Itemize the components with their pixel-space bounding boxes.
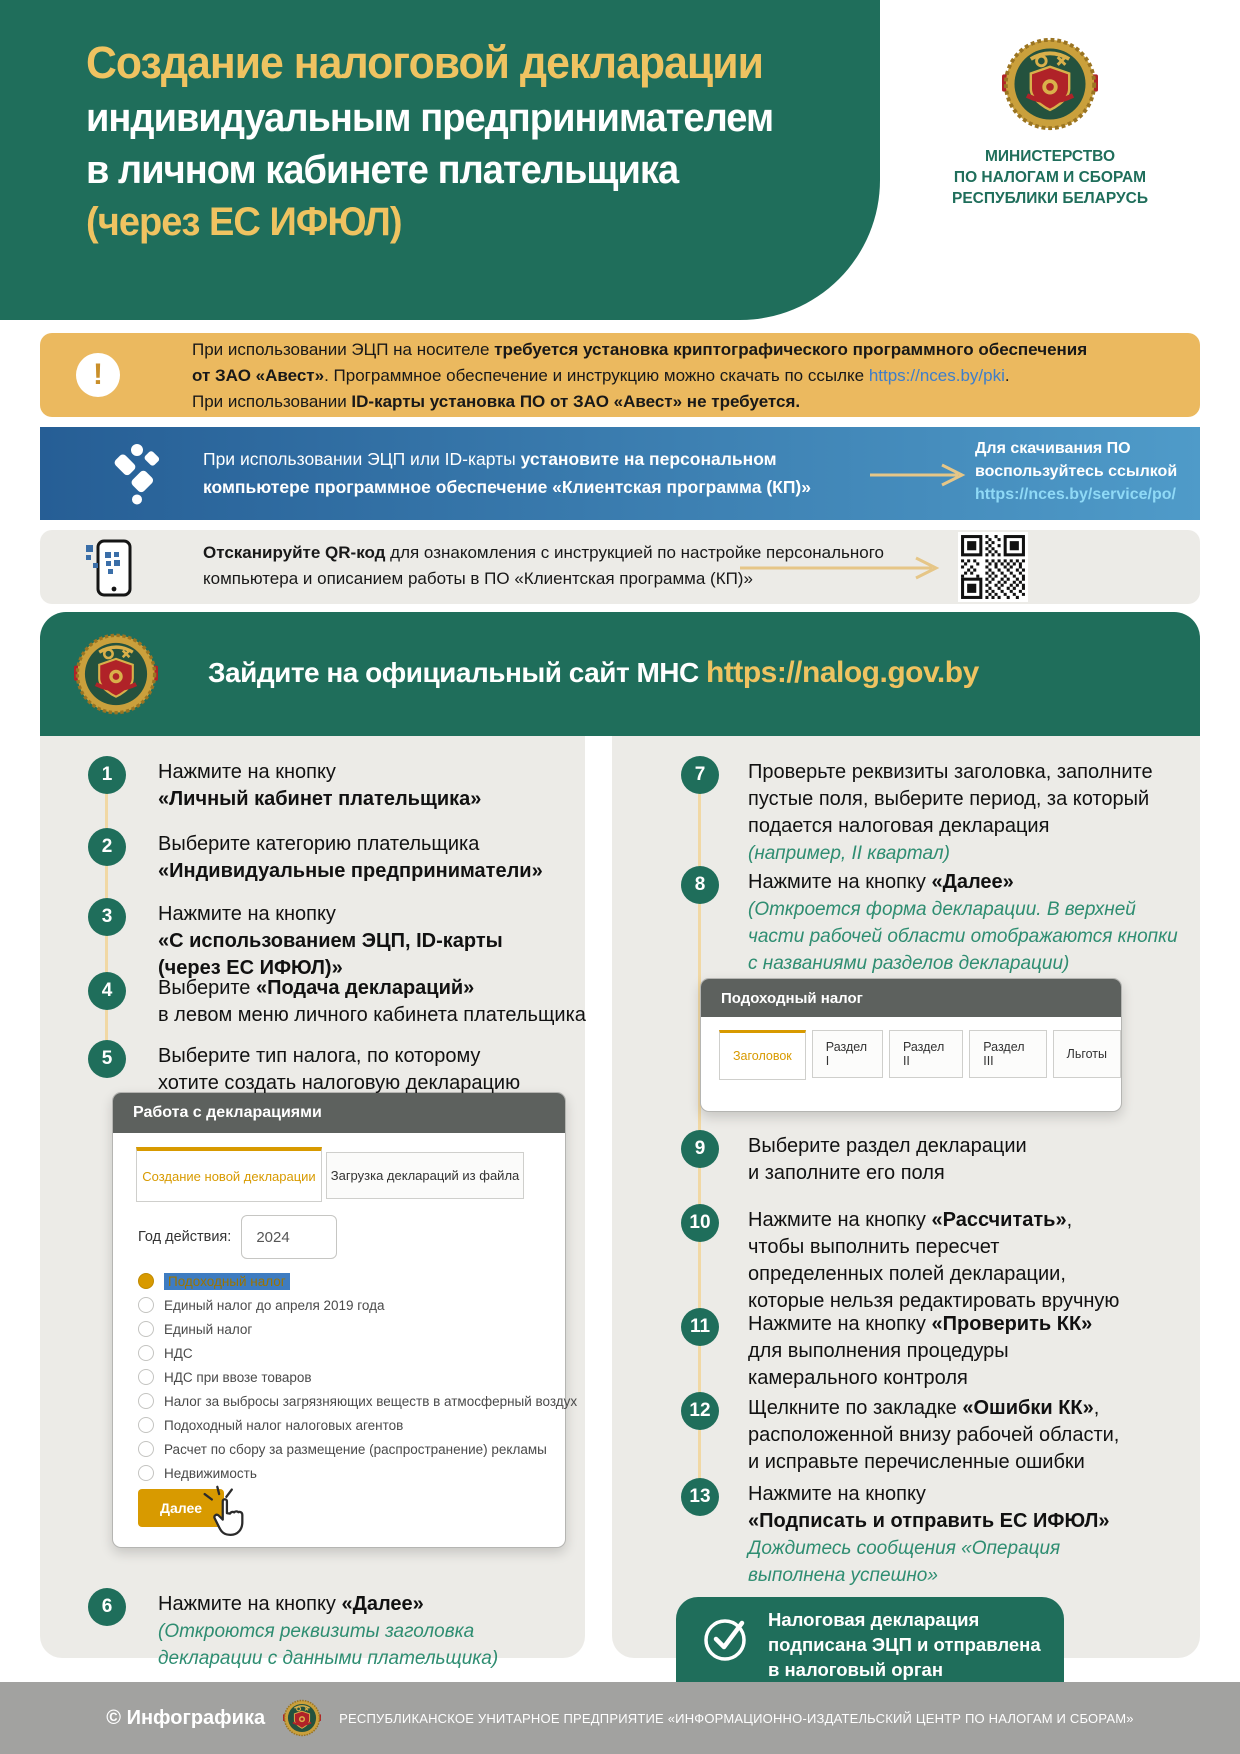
step-3 xyxy=(88,898,503,982)
ministry-block xyxy=(900,36,1200,209)
step-text: Щелкните по закладке «Ошибки КК», расположенной внизу рабочей области, и исправьте перечисленные ошибки xyxy=(748,1397,1120,1473)
radio-option[interactable] xyxy=(138,1461,548,1485)
success-text xyxy=(768,1607,1041,1682)
footer-bar xyxy=(0,1682,1240,1754)
step-11 xyxy=(681,1308,1092,1392)
income-tax-window xyxy=(700,978,1122,1112)
tax-type-list xyxy=(138,1269,578,1485)
step-7 xyxy=(681,756,1153,867)
ministry-name-line: РЕСПУБЛИКИ БЕЛАРУСЬ xyxy=(952,190,1148,207)
radio-option[interactable] xyxy=(138,1437,548,1461)
phone-qr-icon xyxy=(84,539,136,597)
step-text: Нажмите на кнопку «Далее» (Откроются реквизиты заголовка декларации с данными плательщика) xyxy=(158,1593,499,1669)
step-number-badge: 12 xyxy=(681,1392,719,1430)
step-2 xyxy=(88,828,543,885)
step-text: Нажмите на кнопку «Подписать и отправить ЕС ИФЮЛ» Дождитесь сообщения «Операция выполнена успешно» xyxy=(748,1483,1110,1586)
qr-text: Отсканируйте QR-код для ознакомления с инструкцией по настройке персонального компьютера и описанием работы в ПО «Клиентская программа (КП)» xyxy=(203,543,885,588)
hand-cursor-icon xyxy=(201,1485,259,1543)
qr-banner xyxy=(40,530,1200,604)
warning-banner xyxy=(40,333,1200,417)
radio-icon[interactable] xyxy=(138,1297,154,1313)
radio-option-label: Расчет по сбору за размещение (распространение) рекламы xyxy=(164,1441,547,1457)
step-text: Выберите «Подача деклараций» в левом меню личного кабинета плательщика xyxy=(158,977,586,1026)
step-number-badge: 5 xyxy=(88,1040,126,1078)
warning-text: При использовании ЭЦП на носителе требуется установка криптографического программного обеспечения от ЗАО «Авест». Программное обеспечение и инструкцию можно скачать по ссылке https://nces.by/pki. При использовании ID-карты установка ПО от ЗАО «Авест» не требуется. xyxy=(192,340,1088,411)
title-line: Создание налоговой декларации xyxy=(86,37,763,88)
exclamation-icon: ! xyxy=(76,353,120,397)
mns-emblem-icon xyxy=(74,632,158,716)
publisher-emblem-icon xyxy=(283,1699,321,1737)
radio-option-label: Налог за выбросы загрязняющих веществ в атмосферный воздух xyxy=(164,1393,578,1409)
declaration-section-tabs xyxy=(719,1030,1121,1080)
step-number-badge: 2 xyxy=(88,828,126,866)
radio-option-label: Недвижимость xyxy=(164,1465,257,1481)
arrow-right-icon xyxy=(870,463,966,487)
radio-option-label: НДС при ввозе товаров xyxy=(164,1369,312,1385)
title-line: индивидуальным предпринимателем xyxy=(86,96,774,140)
nalog-site-link[interactable]: https://nalog.gov.by xyxy=(706,656,979,689)
step-text: Нажмите на кнопку «Личный кабинет плательщика» xyxy=(158,761,482,810)
tab-Льготы[interactable]: Льготы xyxy=(1053,1030,1121,1078)
radio-icon[interactable] xyxy=(138,1417,154,1433)
radio-option[interactable] xyxy=(138,1269,548,1293)
tab-Раздел I[interactable]: Раздел I xyxy=(812,1030,883,1078)
radio-icon[interactable] xyxy=(138,1441,154,1457)
step-6 xyxy=(88,1588,498,1672)
step-5 xyxy=(88,1040,520,1097)
step-number-badge: 10 xyxy=(681,1204,719,1242)
link[interactable]: https://nces.by/pki xyxy=(868,366,1005,385)
radio-option[interactable] xyxy=(138,1389,578,1413)
radio-option-label: Подоходный налог налоговых агентов xyxy=(164,1417,404,1433)
step-13 xyxy=(681,1478,1109,1589)
install-text: При использовании ЭЦП или ID-карты установите на персональном компьютере программное обеспечение «Клиентская программа (КП)» xyxy=(203,449,811,497)
step-text: Нажмите на кнопку «Далее» (Откроется форма декларации. В верхней части рабочей области отображаются кнопки с названиями разделов декларации) xyxy=(748,871,1178,974)
success-line: в налоговый орган xyxy=(768,1659,944,1680)
arrow-right-icon xyxy=(740,556,940,580)
step-10 xyxy=(681,1204,1119,1315)
tab-Заголовок[interactable]: Заголовок xyxy=(719,1030,806,1080)
step-number-badge: 1 xyxy=(88,756,126,794)
page-title xyxy=(86,34,827,248)
title-line: в личном кабинете плательщика xyxy=(86,148,679,192)
step-text: Проверьте реквизиты заголовка, заполните пустые поля, выберите период, за который подается налоговая декларация (например, II квартал) xyxy=(748,761,1153,864)
radio-icon[interactable] xyxy=(138,1273,154,1289)
radio-icon[interactable] xyxy=(138,1345,154,1361)
radio-option[interactable] xyxy=(138,1341,548,1365)
success-line: подписана ЭЦП и отправлена xyxy=(768,1634,1041,1655)
radio-icon[interactable] xyxy=(138,1393,154,1409)
step-number-badge: 8 xyxy=(681,866,719,904)
ministry-emblem-icon xyxy=(1002,36,1098,132)
step-number-badge: 11 xyxy=(681,1308,719,1346)
qr-code xyxy=(958,532,1028,602)
step-number-badge: 9 xyxy=(681,1130,719,1168)
success-box xyxy=(676,1597,1064,1682)
step-text: Нажмите на кнопку «Проверить КК» для выполнения процедуры камерального контроля xyxy=(748,1313,1093,1389)
step-9 xyxy=(681,1130,1027,1187)
tab-load-from-file[interactable]: Загрузка деклараций из файла xyxy=(326,1152,524,1199)
step-text: Выберите раздел декларации и заполните его поля xyxy=(748,1135,1027,1184)
site-instruction xyxy=(208,656,979,690)
step-4 xyxy=(88,972,586,1029)
install-banner xyxy=(40,427,1200,520)
hint-line: воспользуйтесь ссылкой xyxy=(975,463,1178,480)
radio-option-label: Единый налог xyxy=(164,1321,253,1337)
token-pieces-icon xyxy=(102,439,172,509)
tab-create-declaration[interactable]: Создание новой декларации xyxy=(136,1147,322,1202)
radio-icon[interactable] xyxy=(138,1369,154,1385)
next-button[interactable]: Далее xyxy=(138,1489,224,1527)
step-text: Выберите тип налога, по которому хотите создать налоговую декларацию xyxy=(158,1045,521,1094)
title-line: (через ЕС ИФЮЛ) xyxy=(86,200,402,244)
step-number-badge: 6 xyxy=(88,1588,126,1626)
step-1 xyxy=(88,756,481,813)
step-8 xyxy=(681,866,1178,977)
site-text: Зайдите на официальный сайт МНС xyxy=(208,657,707,688)
radio-option[interactable] xyxy=(138,1413,548,1437)
radio-option-label: НДС xyxy=(164,1345,193,1361)
year-label: Год действия: xyxy=(138,1229,232,1245)
ministry-name-line: МИНИСТЕРСТВО xyxy=(984,148,1116,165)
step-text: Нажмите на кнопку «С использованием ЭЦП, ID-карты (через ЕС ИФЮЛ)» xyxy=(158,903,503,979)
po-download-link[interactable]: https://nces.by/service/po/ xyxy=(975,486,1176,503)
download-hint xyxy=(975,437,1225,506)
tab-Раздел III[interactable]: Раздел III xyxy=(969,1030,1046,1078)
hint-line: Для скачивания ПО xyxy=(975,440,1131,457)
publisher-name: РЕСПУБЛИКАНСКОЕ УНИТАРНОЕ ПРЕДПРИЯТИЕ «ИНФОРМАЦИОННО-ИЗДАТЕЛЬСКИЙ ЦЕНТР ПО НАЛОГАМ И СБОРАМ» xyxy=(339,1710,1134,1726)
radio-option-label: Единый налог до апреля 2019 года xyxy=(164,1297,385,1313)
step-number-badge: 13 xyxy=(681,1478,719,1516)
declarations-window xyxy=(112,1092,578,1548)
step-text: Выберите категорию плательщика «Индивидуальные предприниматели» xyxy=(158,833,543,882)
step-number-badge: 3 xyxy=(88,898,126,936)
radio-icon[interactable] xyxy=(138,1321,154,1337)
radio-option[interactable] xyxy=(138,1365,548,1389)
step-text: Нажмите на кнопку «Рассчитать», чтобы выполнить пересчет определенных полей декларации, которые нельзя редактировать вручную xyxy=(748,1209,1120,1312)
step-12 xyxy=(681,1392,1119,1476)
ministry-name-line: ПО НАЛОГАМ И СБОРАМ xyxy=(953,169,1147,186)
radio-option[interactable] xyxy=(138,1317,548,1341)
step-number-badge: 7 xyxy=(681,756,719,794)
radio-option-label: Подоходный налог xyxy=(164,1273,290,1290)
radio-icon[interactable] xyxy=(138,1465,154,1481)
tab-Раздел II[interactable]: Раздел II xyxy=(889,1030,963,1078)
year-input[interactable]: 2024 xyxy=(241,1215,337,1259)
radio-option[interactable] xyxy=(138,1293,548,1317)
window-title-bar: Подоходный налог xyxy=(701,979,1121,1017)
success-line: Налоговая декларация xyxy=(768,1609,980,1630)
check-circle-icon xyxy=(702,1615,750,1663)
window-title-bar: Работа с декларациями xyxy=(113,1093,565,1133)
step-number-badge: 4 xyxy=(88,972,126,1010)
copyright: © Инфографика xyxy=(106,1706,266,1729)
site-banner xyxy=(40,612,1200,736)
